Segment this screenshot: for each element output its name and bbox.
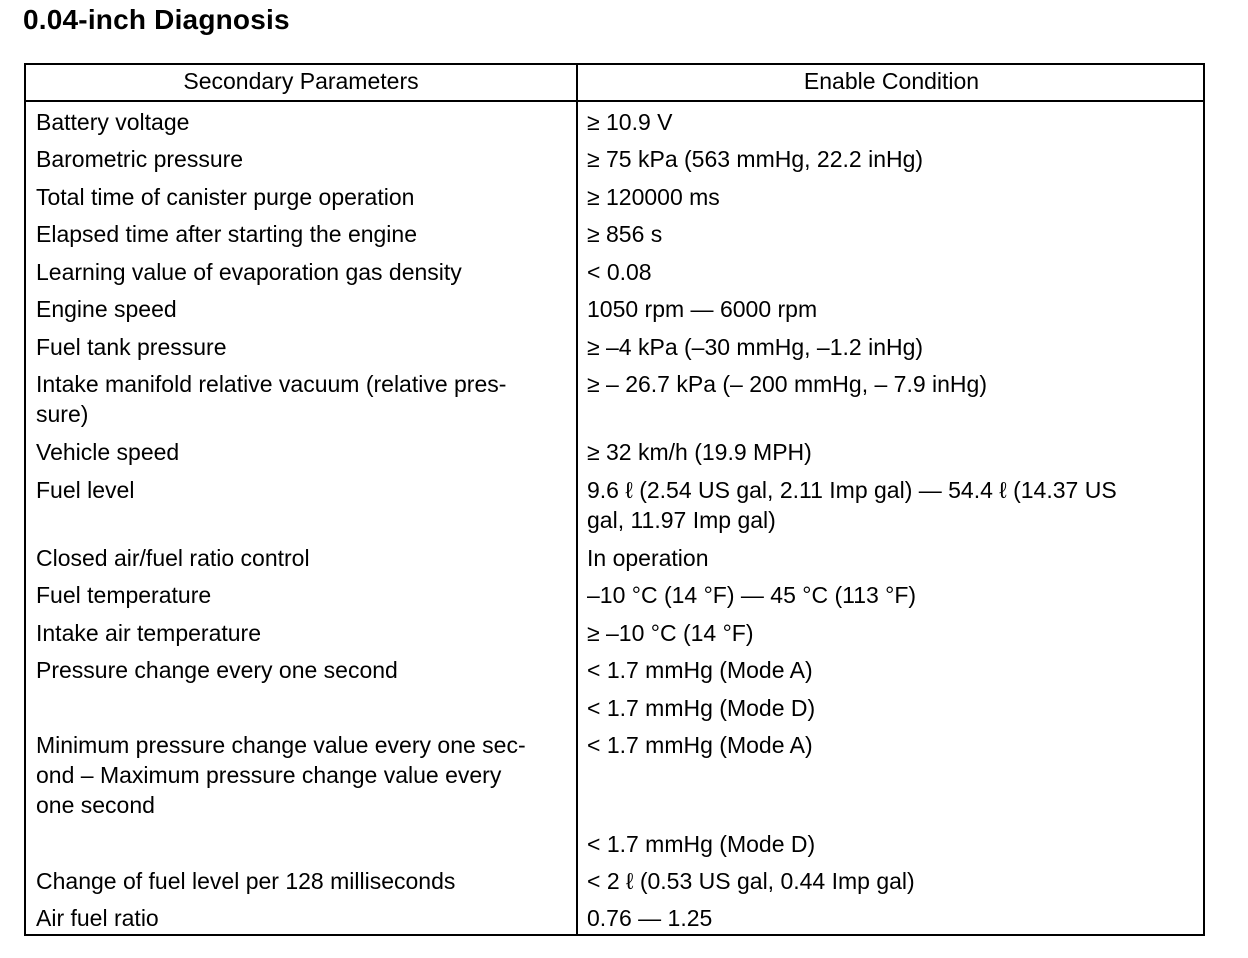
cond-intake-manifold-vacuum: ≥ – 26.7 kPa (– 200 mmHg, – 7.9 inHg) xyxy=(587,371,987,397)
param-intake-air-temperature: Intake air temperature xyxy=(36,620,262,646)
cond-vehicle-speed: ≥ 32 km/h (19.9 MPH) xyxy=(587,439,812,465)
param-fuel-level: Fuel level xyxy=(36,477,135,503)
param-canister-purge-time: Total time of canister purge operation xyxy=(36,184,415,210)
param-min-max-pressure-change-line2: ond – Maximum pressure change value every xyxy=(36,762,502,788)
param-fuel-temperature: Fuel temperature xyxy=(36,582,212,608)
cond-pressure-change-mode-a: < 1.7 mmHg (Mode A) xyxy=(587,657,813,683)
diagnosis-table xyxy=(24,63,1205,936)
cond-elapsed-time: ≥ 856 s xyxy=(587,221,663,247)
param-air-fuel-ratio: Air fuel ratio xyxy=(36,905,159,931)
cond-air-fuel-ratio: 0.76 — 1.25 xyxy=(587,905,713,931)
param-engine-speed: Engine speed xyxy=(36,296,177,322)
header-divider xyxy=(26,100,1203,102)
page-title: 0.04-inch Diagnosis xyxy=(23,4,290,35)
cond-min-max-pressure-change-mode-a: < 1.7 mmHg (Mode A) xyxy=(587,732,813,758)
cond-closed-air-fuel-control: In operation xyxy=(587,545,709,571)
cond-fuel-level-line1: 9.6 ℓ (2.54 US gal, 2.11 Imp gal) — 54.4 ℓ (14.37 US xyxy=(587,477,1117,503)
param-fuel-tank-pressure: Fuel tank pressure xyxy=(36,334,227,360)
param-evap-gas-density: Learning value of evaporation gas density xyxy=(36,259,462,285)
param-min-max-pressure-change-line3: one second xyxy=(36,792,155,818)
param-elapsed-time: Elapsed time after starting the engine xyxy=(36,221,418,247)
param-intake-manifold-vacuum-line2: sure) xyxy=(36,401,89,427)
cond-battery-voltage: ≥ 10.9 V xyxy=(587,109,673,135)
cond-fuel-level-line2: gal, 11.97 Imp gal) xyxy=(587,507,776,533)
param-battery-voltage: Battery voltage xyxy=(36,109,190,135)
cond-fuel-temperature: –10 °C (14 °F) — 45 °C (113 °F) xyxy=(587,582,917,608)
cond-evap-gas-density: < 0.08 xyxy=(587,259,652,285)
header-enable-condition: Enable Condition xyxy=(803,68,980,94)
cond-pressure-change-mode-d: < 1.7 mmHg (Mode D) xyxy=(587,695,816,721)
param-barometric-pressure: Barometric pressure xyxy=(36,146,244,172)
cond-intake-air-temperature: ≥ –10 °C (14 °F) xyxy=(587,620,754,646)
header-secondary-parameters: Secondary Parameters xyxy=(183,68,419,94)
column-divider xyxy=(576,65,578,934)
param-fuel-level-change: Change of fuel level per 128 milliseconds xyxy=(36,868,456,894)
cond-barometric-pressure: ≥ 75 kPa (563 mmHg, 22.2 inHg) xyxy=(587,146,924,172)
param-vehicle-speed: Vehicle speed xyxy=(36,439,180,465)
cond-canister-purge-time: ≥ 120000 ms xyxy=(587,184,720,210)
param-intake-manifold-vacuum-line1: Intake manifold relative vacuum (relative pres- xyxy=(36,371,507,397)
cond-engine-speed: 1050 rpm — 6000 rpm xyxy=(587,296,818,322)
param-min-max-pressure-change-line1: Minimum pressure change value every one sec- xyxy=(36,732,526,758)
cond-fuel-level-change: < 2 ℓ (0.53 US gal, 0.44 Imp gal) xyxy=(587,868,915,894)
param-closed-air-fuel-control: Closed air/fuel ratio control xyxy=(36,545,310,571)
param-pressure-change: Pressure change every one second xyxy=(36,657,398,683)
cond-min-max-pressure-change-mode-d: < 1.7 mmHg (Mode D) xyxy=(587,831,816,857)
cond-fuel-tank-pressure: ≥ –4 kPa (–30 mmHg, –1.2 inHg) xyxy=(587,334,924,360)
